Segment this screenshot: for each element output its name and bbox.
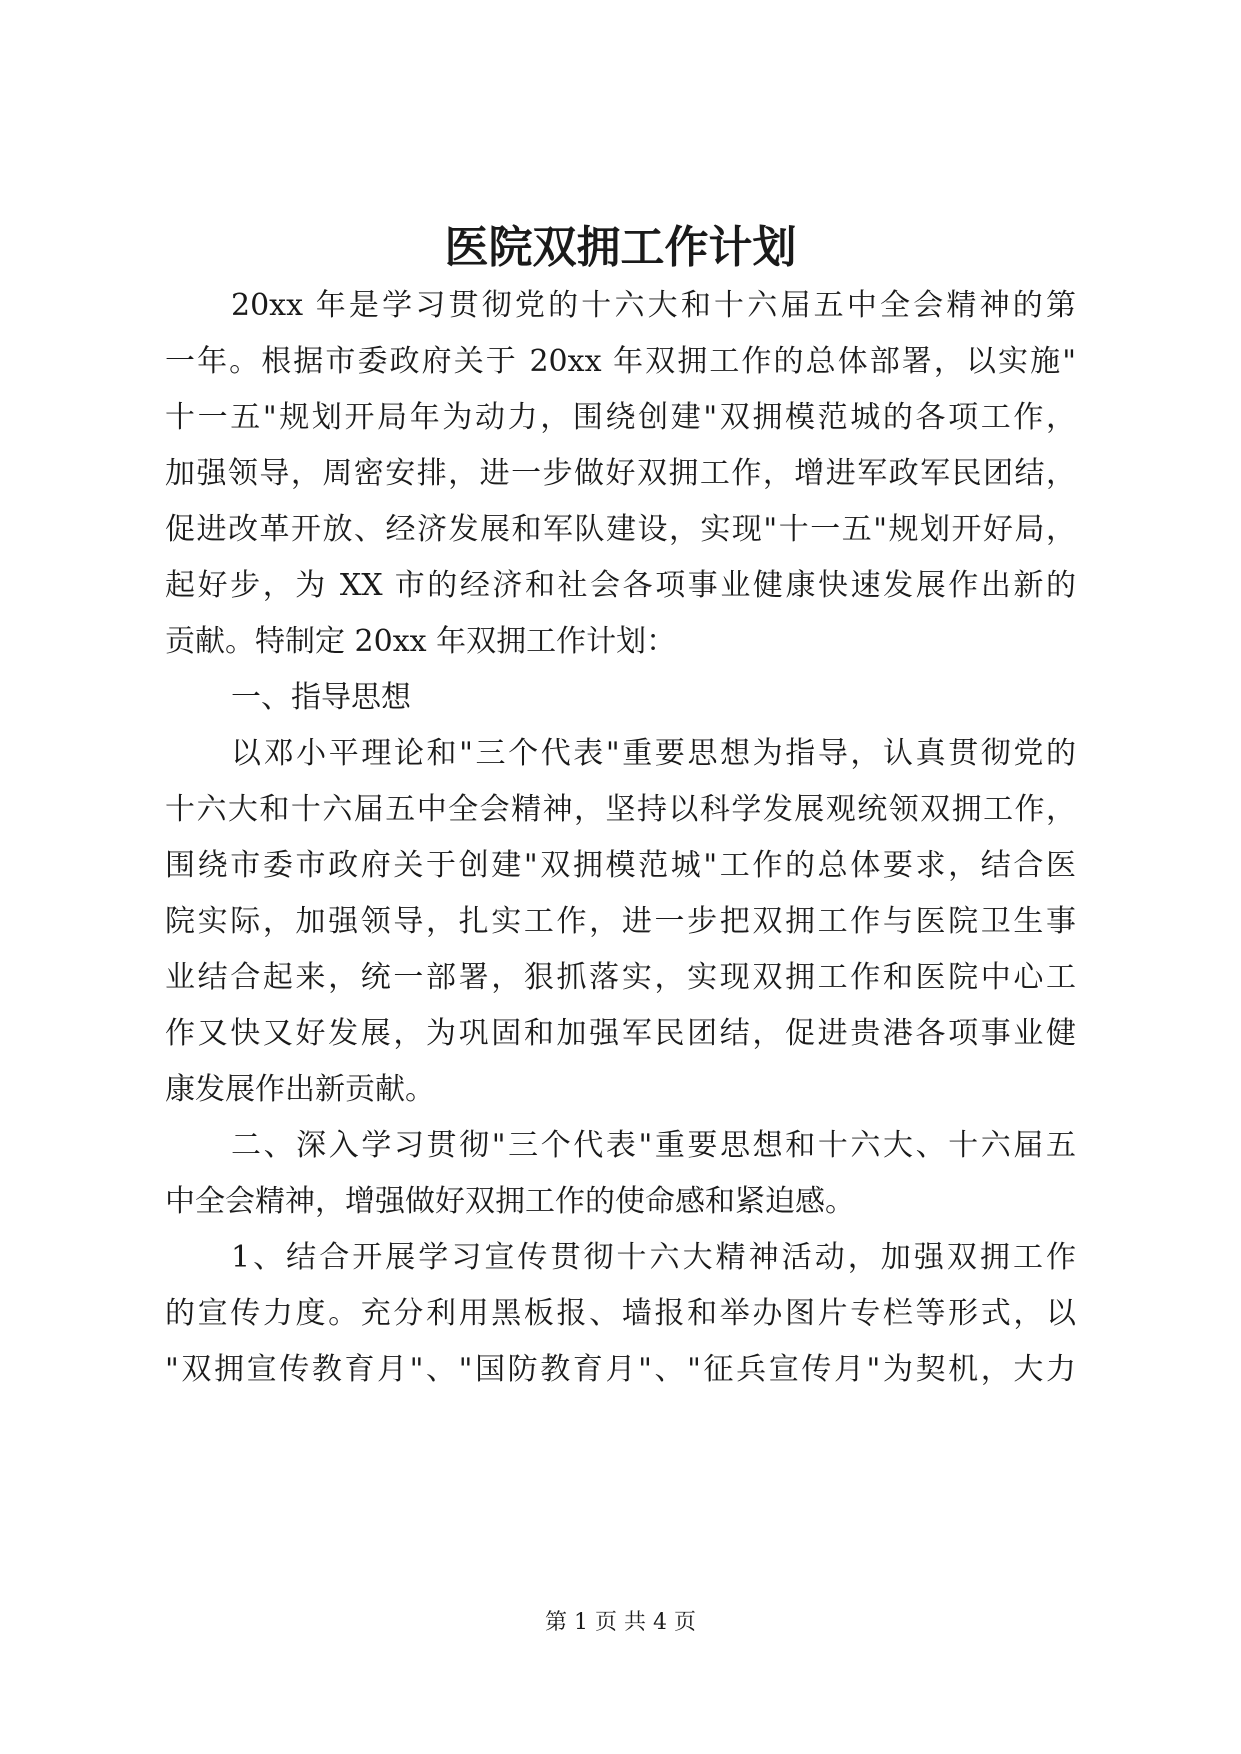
text-line: 业结合起来，统一部署，狠抓落实，实现双拥工作和医院中心工 — [165, 960, 1076, 995]
text-line: 1、结合开展学习宣传贯彻十六大精神活动，加强双拥工作 — [231, 1240, 1076, 1275]
text-line: 十六大和十六届五中全会精神，坚持以科学发展观统领双拥工作， — [165, 792, 1076, 827]
text-line: 围绕市委市政府关于创建"双拥模范城"工作的总体要求，结合医 — [165, 848, 1076, 883]
text-line: 作又快又好发展，为巩固和加强军民团结，促进贵港各项事业健 — [165, 1016, 1076, 1051]
text-line: 以邓小平理论和"三个代表"重要思想为指导，认真贯彻党的 — [231, 736, 1076, 771]
text-line: 院实际，加强领导，扎实工作，进一步把双拥工作与医院卫生事 — [165, 904, 1076, 939]
section-heading: 中全会精神，增强做好双拥工作的使命感和紧迫感。 — [165, 1184, 855, 1219]
section-heading: 一、指导思想 — [231, 680, 411, 715]
page-number-footer: 第 1 页 共 4 页 — [545, 1610, 696, 1635]
text-line: 促进改革开放、经济发展和军队建设，实现"十一五"规划开好局， — [165, 512, 1076, 547]
text-line: 起好步，为 XX 市的经济和社会各项事业健康快速发展作出新的 — [165, 568, 1076, 603]
section-heading: 二、深入学习贯彻"三个代表"重要思想和十六大、十六届五 — [231, 1128, 1076, 1163]
text-line: 一年。根据市委政府关于 20xx 年双拥工作的总体部署，以实施" — [165, 344, 1076, 379]
text-line: 加强领导，周密安排，进一步做好双拥工作，增进军政军民团结， — [165, 456, 1076, 491]
text-line: 康发展作出新贡献。 — [165, 1072, 435, 1107]
document-title: 医院双拥工作计划 — [444, 222, 797, 273]
text-line: 贡献。特制定 20xx 年双拥工作计划： — [165, 624, 677, 659]
text-line: 的宣传力度。充分利用黑板报、墙报和举办图片专栏等形式，以 — [165, 1296, 1076, 1331]
text-line: 20xx 年是学习贯彻党的十六大和十六届五中全会精神的第 — [231, 288, 1076, 323]
text-line: "双拥宣传教育月"、"国防教育月"、"征兵宣传月"为契机，大力 — [165, 1352, 1076, 1387]
text-line: 十一五"规划开局年为动力，围绕创建"双拥模范城的各项工作， — [165, 400, 1076, 435]
